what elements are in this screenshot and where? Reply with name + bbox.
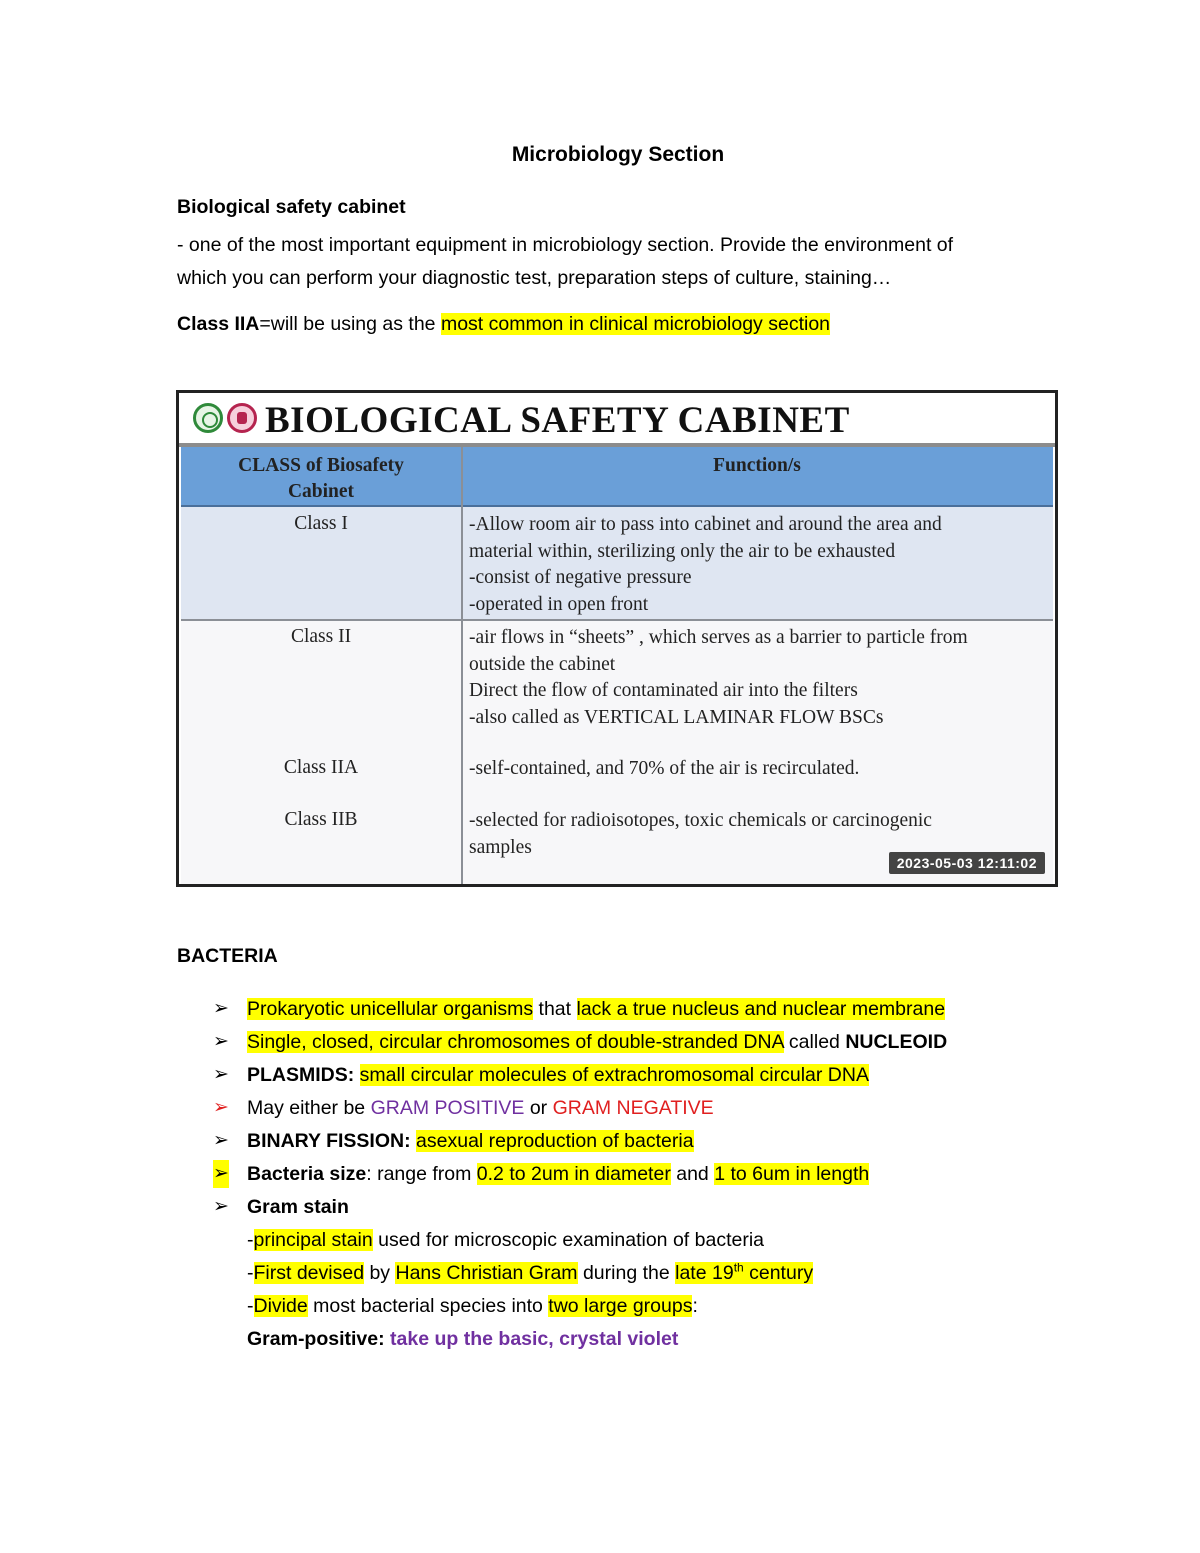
list-item (177, 995, 1157, 1028)
bsc-table (181, 447, 1053, 884)
class-label: Class IIA (177, 313, 260, 335)
text: : (692, 1295, 698, 1317)
text: late 19 (675, 1262, 734, 1284)
bullet-text (247, 1193, 349, 1221)
column-header-class (181, 453, 461, 505)
class-cell: Class II (290, 626, 352, 647)
function-cell (469, 756, 1049, 783)
class-cell: Class IIA (283, 757, 359, 778)
arrow-bullet-icon: ➢ (213, 1196, 229, 1217)
highlight: 0.2 to 2um in diameter (476, 1163, 671, 1185)
slide-header (179, 393, 1055, 445)
bsc-heading: Biological safety cabinet (177, 196, 406, 218)
highlight (675, 1262, 813, 1284)
highlight: Hans Christian Gram (395, 1262, 578, 1284)
function-line: -Allow room air to pass into cabinet and around the area and (469, 514, 942, 535)
arrow-bullet-icon: ➢ (213, 1160, 229, 1188)
arrow-bullet-icon: ➢ (213, 998, 229, 1019)
page-title: Microbiology Section (511, 143, 725, 166)
superscript: th (733, 1260, 744, 1275)
sub-text (247, 1259, 813, 1287)
column-divider (461, 447, 463, 884)
list-item (177, 1094, 1157, 1127)
class-highlight: most common in clinical microbiology section (440, 313, 831, 335)
bacteria-heading: BACTERIA (177, 945, 278, 967)
header-line: CLASS of Biosafety (238, 455, 404, 476)
sub-item (177, 1292, 1157, 1325)
bsc-description-line: - one of the most important equipment in microbiology section. Provide the environment of (177, 234, 954, 256)
highlight: Prokaryotic unicellular organisms (247, 998, 534, 1020)
bold-text: Bacteria size (247, 1163, 367, 1185)
class-iia-note (177, 313, 830, 336)
text: : range from (366, 1163, 477, 1185)
sub-item (177, 1226, 1157, 1259)
function-line: -self-contained, and 70% of the air is recirculated. (469, 758, 860, 779)
text: during the (577, 1262, 676, 1284)
highlight: small circular molecules of extrachromosomal circular DNA (359, 1064, 869, 1086)
bsc-slide-image (176, 390, 1058, 887)
pink-seal-logo-icon (227, 403, 257, 433)
text: used for microscopic examination of bacteria (372, 1229, 765, 1251)
text: or (524, 1097, 553, 1119)
function-line: -also called as VERTICAL LAMINAR FLOW BSCs (469, 706, 884, 728)
function-line: outside the cabinet (469, 653, 616, 675)
bold-text: NUCLEOID (845, 1031, 948, 1053)
list-item (177, 1160, 1157, 1193)
class-text: =will be using as the (259, 313, 441, 335)
list-item (177, 1061, 1157, 1094)
text: that (533, 998, 577, 1020)
highlight: principal stain (253, 1229, 373, 1251)
bold-text: Gram stain (247, 1196, 349, 1218)
text: called (783, 1031, 846, 1053)
function-line: -air flows in “sheets” , which serves as a barrier to particle from (469, 627, 968, 648)
sub-item (177, 1325, 1157, 1358)
purple-text: take up the basic, crystal violet (390, 1328, 679, 1350)
header-line: Cabinet (287, 481, 355, 502)
text: by (364, 1262, 396, 1284)
text: - (247, 1295, 254, 1317)
highlight: lack a true nucleus and nuclear membrane (576, 998, 946, 1020)
function-line: -selected for radioisotopes, toxic chemicals or carcinogenic (469, 810, 932, 831)
bold-text: PLASMIDS: (247, 1064, 355, 1086)
arrow-bullet-icon: ➢ (213, 1130, 229, 1151)
bold-text: BINARY FISSION: (247, 1130, 411, 1152)
text: - (247, 1229, 254, 1251)
bullet-text (247, 1061, 869, 1089)
slide-title: BIOLOGICAL SAFETY CABINET (265, 400, 850, 441)
function-cell (469, 512, 1049, 618)
bsc-description-line: which you can perform your diagnostic test, preparation steps of culture, staining… (177, 267, 892, 289)
text (354, 1064, 359, 1086)
bullet-text (247, 1127, 694, 1155)
bold-text: Gram-positive: (247, 1328, 385, 1350)
function-line: -operated in open front (469, 593, 649, 615)
function-line: material within, sterilizing only the air to be exhausted (469, 540, 896, 562)
list-item (177, 1127, 1157, 1160)
function-cell (469, 625, 1049, 731)
bullet-text (247, 1160, 869, 1188)
list-item (177, 1193, 1157, 1226)
table-header (181, 447, 1053, 507)
highlight: Divide (253, 1295, 308, 1317)
class-cell: Class IIB (284, 809, 358, 830)
sub-text (247, 1292, 698, 1320)
function-line: -consist of negative pressure (469, 567, 692, 588)
bullet-text (247, 995, 945, 1023)
text: most bacterial species into (307, 1295, 549, 1317)
text: May either be (247, 1097, 371, 1119)
text: - (247, 1262, 254, 1284)
bullet-text (247, 1028, 947, 1056)
class-cell: Class I (294, 513, 348, 534)
timestamp-badge: 2023-05-03 12:11:02 (889, 852, 1045, 874)
function-line: samples (469, 836, 532, 858)
bsc-description (177, 229, 1077, 295)
arrow-bullet-icon: ➢ (213, 1064, 229, 1085)
table-row (181, 507, 1053, 621)
red-text: GRAM NEGATIVE (552, 1097, 714, 1119)
function-line: Direct the flow of contaminated air into the filters (469, 680, 858, 701)
sub-item (177, 1259, 1157, 1292)
sub-text (247, 1226, 764, 1254)
highlight: First devised (253, 1262, 365, 1284)
highlight: Single, closed, circular chromosomes of double-stranded DNA (247, 1031, 784, 1053)
highlight: 1 to 6um in length (714, 1163, 870, 1185)
text: and (670, 1163, 715, 1185)
purple-text: GRAM POSITIVE (370, 1097, 525, 1119)
red-arrow-bullet-icon: ➢ (213, 1097, 229, 1118)
column-header-function: Function/s (713, 455, 801, 476)
list-item (177, 1028, 1157, 1061)
arrow-bullet-icon: ➢ (213, 1031, 229, 1052)
green-seal-logo-icon (193, 403, 223, 433)
highlight: asexual reproduction of bacteria (416, 1130, 694, 1152)
table-row (181, 621, 1053, 884)
highlight: two large groups (548, 1295, 693, 1317)
bacteria-bullet-list (177, 995, 1157, 1358)
text: century (743, 1262, 814, 1284)
sub-text (247, 1325, 678, 1353)
bullet-text (247, 1094, 714, 1122)
